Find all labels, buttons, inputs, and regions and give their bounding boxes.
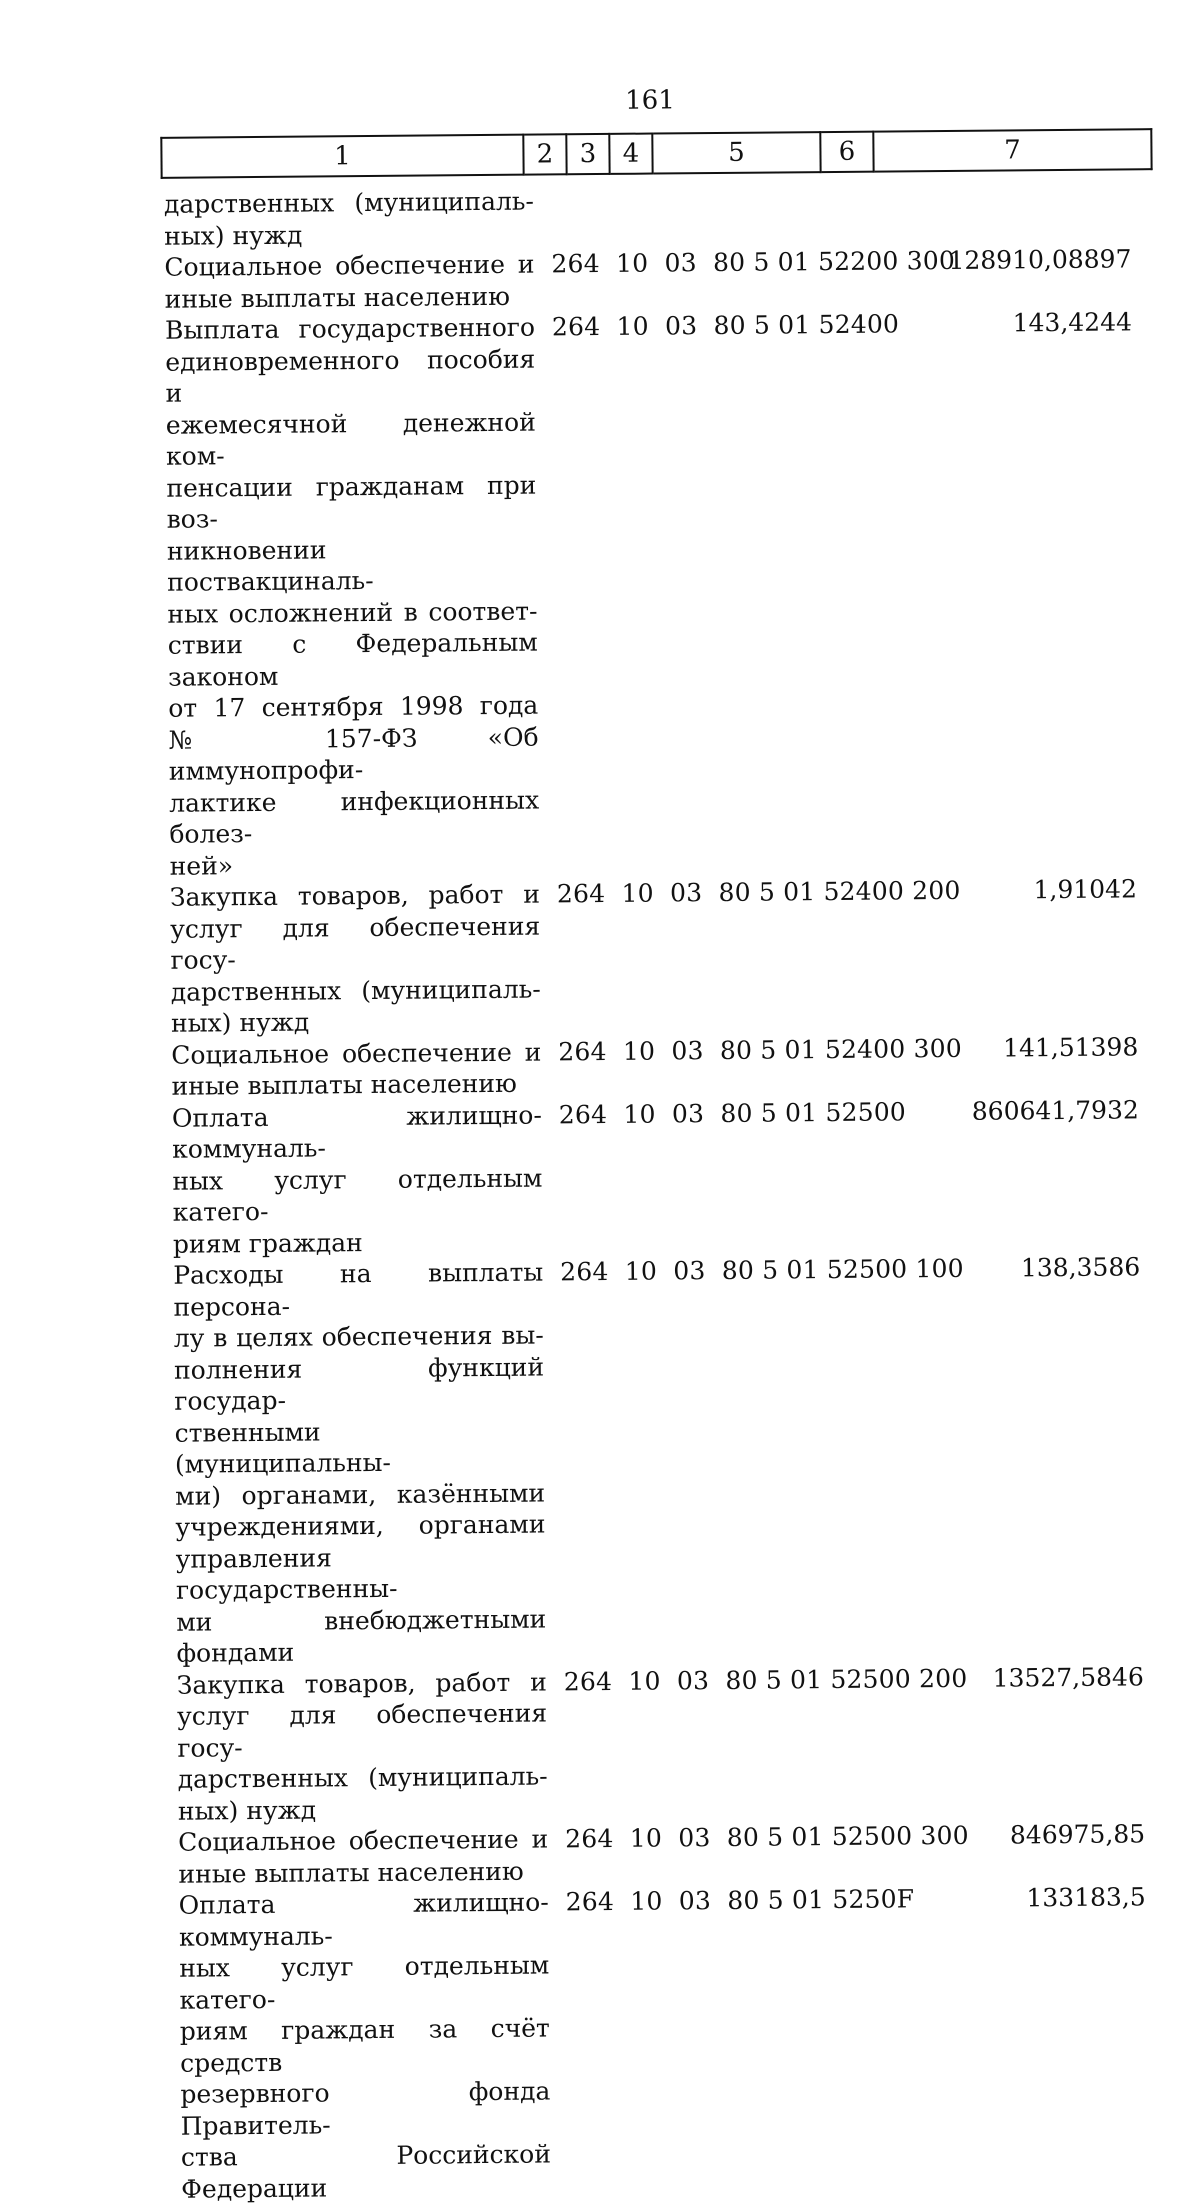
table-row (164, 243, 1165, 315)
header-row (161, 129, 1151, 178)
expense-name-line: риям граждан за счёт средств (179, 2013, 550, 2078)
expense-name-line: ства Российской Федерации (180, 2139, 552, 2204)
expense-name-line: ми внебюджетными фондами (176, 1604, 547, 1668)
expense-name-line: ственными (муниципальны- (174, 1416, 392, 1479)
expense-name-line: ных) нужд (170, 1007, 310, 1038)
expense-name-line: ней» (169, 850, 234, 881)
amount: 133183,5 (1026, 1882, 1146, 1913)
expense-name-line: резервного фонда Правитель- (180, 2076, 551, 2141)
expense-name-line: Оплата жилищно-коммуналь- (178, 1887, 549, 1952)
amount (931, 180, 1131, 182)
expense-name-line: Социальное обеспечение и (164, 249, 535, 282)
table-row (164, 180, 1165, 252)
expense-name-line: иные выплаты населению (178, 1856, 524, 1889)
expense-name (164, 249, 535, 315)
expense-name-line: от 17 сентября 1998 года (168, 690, 539, 723)
expense-name-line: иные выплаты населению (164, 281, 511, 314)
classification-codes: 264 10 03 80 5 01 52500 100 (560, 1253, 964, 1287)
expense-name-line: ных осложнений в соответ- (167, 596, 538, 629)
classification-codes: 264 10 03 80 5 01 52500 300 (565, 1820, 969, 1854)
expense-name-line: Закупка товаров, работ и (176, 1667, 547, 1700)
classification-codes: 264 10 03 80 5 01 52400 300 (558, 1033, 963, 1066)
classification-codes: 264 10 03 80 5 01 52400 (551, 309, 900, 342)
expense-name-line: ных) нужд (177, 1795, 317, 1826)
table-row (172, 1094, 1173, 1260)
expense-name-line: ных услуг отдельным катего- (179, 1950, 550, 2015)
classification-codes: 264 10 03 80 5 01 52500 (558, 1096, 907, 1129)
expense-name (178, 1824, 549, 1890)
classification-codes: 264 10 03 80 5 01 52500 200 (563, 1663, 968, 1696)
expense-name (172, 1099, 543, 1260)
expense-name (170, 879, 541, 1040)
expense-name (165, 312, 540, 882)
expense-name-line: услуг для обеспечения госу- (170, 911, 541, 975)
header-col-6: 6 (820, 132, 873, 172)
amount: 141,51398 (1002, 1031, 1139, 1063)
header-col-2: 2 (523, 134, 566, 174)
expense-name-line: пенсации гражданам при воз- (166, 470, 537, 534)
header-col-3: 3 (566, 134, 609, 174)
expense-name (173, 1257, 547, 1670)
expense-name-line: лактике инфекционных болез- (168, 785, 540, 849)
expense-name-line: лу в целях обеспечения вы- (173, 1320, 544, 1353)
amount: 860641,7932 (971, 1094, 1139, 1126)
page-number: 161 (625, 85, 675, 116)
table-row (171, 1031, 1172, 1103)
expense-name-line: ми) органами, казёнными (175, 1478, 546, 1511)
expense-name-line: ных услуг отдельным катего- (172, 1163, 543, 1227)
amount: 143,4244 (1012, 307, 1133, 338)
expense-name-line: Социальное обеспечение и (178, 1824, 549, 1857)
expense-name-line: никновении поствакциналь- (166, 534, 374, 597)
expense-name-line: дарственных (муниципаль- (170, 974, 541, 1007)
expense-name-line: риям граждан (172, 1227, 363, 1259)
amount: 1,91042 (1033, 874, 1138, 905)
classification-codes: 264 10 03 80 5 01 52200 300 (551, 245, 956, 279)
table-row (177, 1661, 1178, 1827)
classification-codes (551, 182, 921, 185)
amount: 13527,5846 (992, 1661, 1144, 1693)
expense-name-line: ежемесячной денежной ком- (165, 407, 536, 471)
expense-name-line: ствии с Федеральным законом (167, 627, 538, 692)
expense-name-line: услуг для обеспечения госу- (176, 1698, 548, 1763)
expense-name (164, 186, 535, 252)
expense-name (179, 1887, 552, 2205)
expense-name-line: дарственных (муниципаль- (163, 186, 535, 219)
table-row (170, 873, 1171, 1039)
expense-name-line: Закупка товаров, работ и (169, 879, 541, 912)
header-col-5: 5 (652, 132, 820, 173)
table-row (178, 1818, 1179, 1890)
expense-name-line: единовременного пособия и (165, 344, 536, 408)
expense-name (177, 1666, 548, 1827)
expense-name-line: Расходы на выплаты персона- (173, 1257, 544, 1322)
expense-name-line: ных) нужд (164, 220, 303, 251)
expense-name-line: полнения функций государ- (173, 1352, 545, 1416)
classification-codes: 264 10 03 80 5 01 5250F (565, 1884, 915, 1917)
header-col-1: 1 (161, 135, 523, 178)
expense-name-line: № 157-ФЗ «Об иммунопрофи- (168, 722, 539, 786)
expense-name-line: дарственных (муниципаль- (177, 1761, 548, 1794)
header-col-7: 7 (873, 129, 1151, 171)
amount: 128910,08897 (948, 244, 1132, 275)
expense-name (171, 1036, 542, 1102)
expense-name-line: Социальное обеспечение и (171, 1037, 542, 1070)
table-row (179, 1881, 1182, 2205)
table-row (165, 306, 1170, 882)
classification-codes: 264 10 03 80 5 01 52400 200 (556, 875, 961, 909)
amount: 846975,85 (1009, 1819, 1146, 1850)
expense-name-line: Выплата государственного (164, 312, 536, 345)
table-row (173, 1251, 1177, 1669)
expense-name-line: управления государственны- (175, 1542, 398, 1605)
expense-name-line: Оплата жилищно-коммуналь- (171, 1100, 542, 1164)
budget-rows (164, 180, 1182, 2205)
header-col-4: 4 (609, 134, 652, 174)
amount: 138,3586 (1020, 1252, 1141, 1283)
expense-name-line: учреждениями, органами (175, 1509, 546, 1542)
expense-name-line: иные выплаты населению (171, 1068, 517, 1101)
column-header-table (160, 128, 1152, 179)
